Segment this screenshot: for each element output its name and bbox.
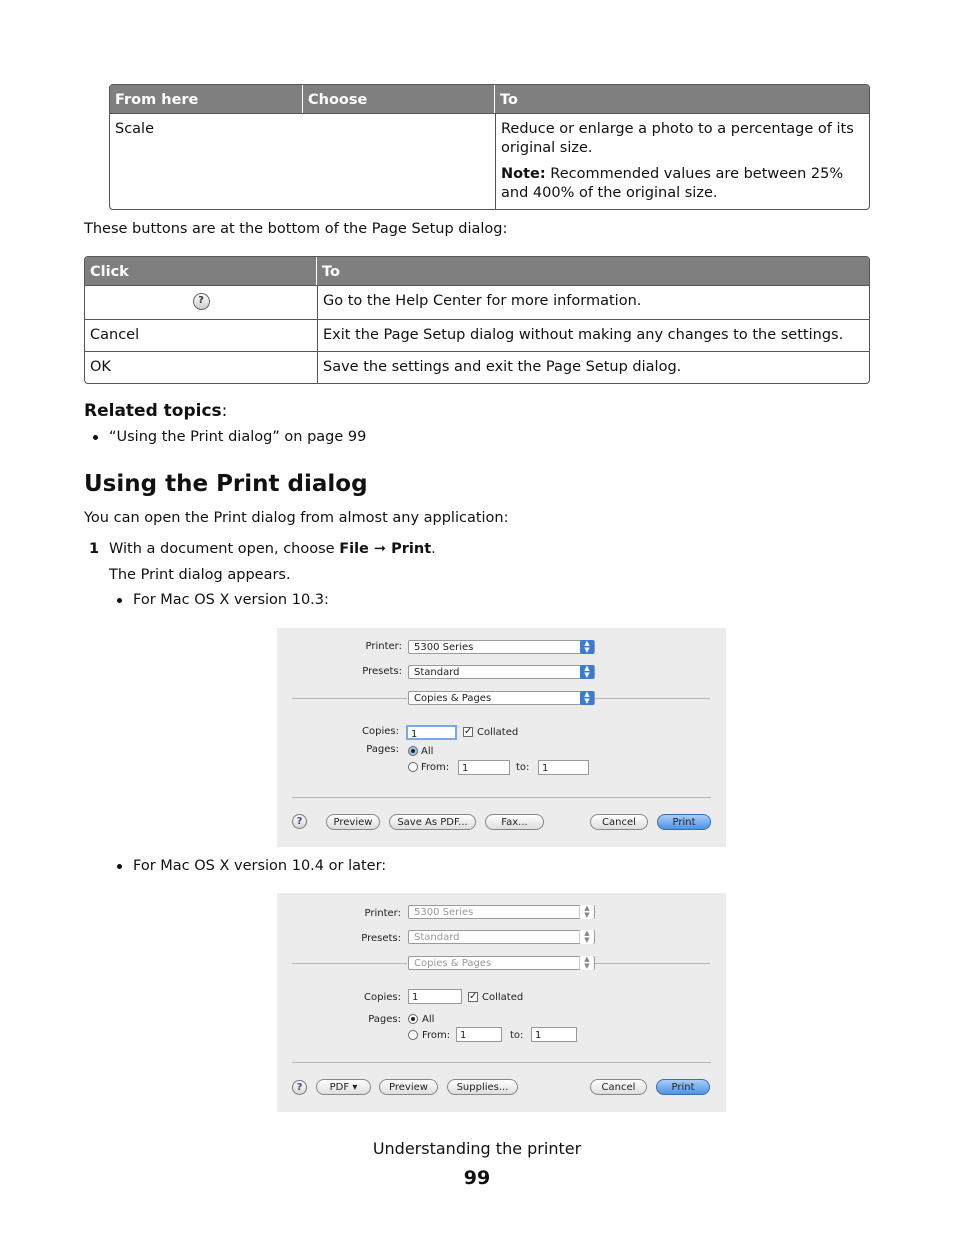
bullet-icon	[117, 864, 122, 869]
pages-all-label: All	[421, 746, 434, 757]
scale-table	[109, 84, 870, 210]
save-as-pdf-button[interactable]: Save As PDF...	[389, 814, 476, 830]
printer-value: 5300 Series	[414, 907, 474, 918]
presets-select[interactable]	[408, 665, 595, 679]
print-button[interactable]: Print	[657, 814, 711, 830]
pane-select[interactable]	[408, 691, 595, 705]
chevron-updown-icon: ▲ ▼	[579, 905, 594, 919]
presets-label: Presets:	[362, 666, 402, 677]
step-arrow: ➞	[368, 541, 392, 557]
bullet-mac-10-4: For Mac OS X version 10.4 or later:	[133, 858, 387, 874]
help-icon[interactable]: ?	[292, 814, 307, 829]
collated-checkbox[interactable]: ✓	[464, 726, 473, 737]
printer-select[interactable]	[408, 905, 595, 919]
cancel-button[interactable]: Cancel	[590, 814, 648, 830]
presets-label: Presets:	[361, 933, 401, 944]
divider	[595, 698, 710, 699]
ok-label: OK	[85, 351, 317, 383]
pages-all-label: All	[422, 1014, 435, 1025]
step-text	[109, 541, 436, 557]
collated-checkbox[interactable]: ✓	[469, 991, 478, 1002]
related-topics-title: Related topics	[84, 401, 222, 421]
header-to: To	[495, 85, 869, 113]
step-file: File	[339, 541, 369, 557]
header-to: To	[317, 257, 869, 285]
note-label: Note:	[501, 166, 546, 182]
step-number: 1	[89, 541, 100, 557]
help-description: Go to the Help Center for more information.	[317, 285, 869, 319]
to-input[interactable]: 1	[531, 1027, 577, 1042]
presets-value: Standard	[414, 932, 460, 943]
copies-input[interactable]: 1	[406, 725, 457, 740]
cell-scale-description	[495, 113, 869, 209]
printer-label: Printer:	[365, 641, 402, 652]
ok-description: Save the settings and exit the Page Setup dialog.	[317, 351, 869, 383]
scale-description: Reduce or enlarge a photo to a percentage of its original size.	[501, 121, 854, 156]
cancel-description: Exit the Page Setup dialog without making any changes to the settings.	[317, 319, 869, 351]
related-topics-heading	[84, 401, 227, 421]
divider	[292, 963, 407, 964]
preview-button[interactable]: Preview	[326, 814, 380, 830]
cell-scale	[110, 113, 495, 209]
header-from-here: From here	[110, 85, 303, 113]
pages-from-label: From:	[422, 1030, 451, 1041]
chevron-updown-icon: ▲ ▼	[579, 930, 594, 944]
step-print: Print	[391, 541, 432, 557]
help-icon[interactable]: ?	[292, 1080, 307, 1095]
pages-from-radio[interactable]	[408, 762, 418, 772]
presets-select[interactable]	[408, 930, 595, 944]
footer-chapter: Understanding the printer	[372, 1139, 582, 1158]
chevron-updown-icon: ▲ ▼	[580, 640, 594, 654]
printer-label: Printer:	[364, 908, 401, 919]
bullet-mac-10-3: For Mac OS X version 10.3:	[133, 592, 329, 608]
pages-label: Pages:	[366, 744, 399, 755]
divider	[595, 963, 710, 964]
divider	[292, 797, 711, 798]
bullet-icon	[93, 435, 98, 440]
note-text: Recommended values are between 25% and 400% of the original size.	[501, 166, 844, 201]
to-input[interactable]: 1	[538, 760, 589, 775]
header-click: Click	[85, 257, 317, 285]
print-dialog-10-4	[277, 893, 726, 1112]
dialog-appears: The Print dialog appears.	[109, 567, 291, 583]
print-button[interactable]: Print	[656, 1079, 710, 1095]
page-number: 99	[463, 1167, 491, 1189]
help-icon: ?	[193, 293, 210, 310]
fax-button[interactable]: Fax...	[485, 814, 544, 830]
step-pre: With a document open, choose	[109, 541, 340, 557]
scale-label: Scale	[115, 121, 155, 137]
pane-value: Copies & Pages	[414, 693, 492, 704]
header-choose: Choose	[303, 85, 495, 113]
cancel-button[interactable]: Cancel	[590, 1079, 647, 1095]
pages-all-radio[interactable]	[408, 746, 418, 756]
pane-select[interactable]	[408, 956, 595, 970]
from-input[interactable]: 1	[456, 1027, 502, 1042]
print-dialog-10-3	[277, 628, 726, 847]
copies-label: Copies:	[364, 992, 401, 1003]
from-input[interactable]: 1	[458, 760, 510, 775]
pages-label: Pages:	[368, 1014, 401, 1025]
section-title: Using the Print dialog	[84, 471, 368, 497]
cell-help-button	[85, 285, 317, 319]
buttons-table	[84, 256, 870, 384]
related-link[interactable]: “Using the Print dialog” on page 99	[109, 429, 367, 445]
supplies-button[interactable]: Supplies...	[447, 1079, 518, 1095]
preview-button[interactable]: Preview	[379, 1079, 438, 1095]
pages-to-label: to:	[510, 1030, 524, 1041]
printer-select[interactable]	[408, 640, 595, 654]
step-end: .	[431, 541, 436, 557]
pages-to-label: to:	[516, 762, 530, 773]
divider	[292, 698, 407, 699]
pages-from-radio[interactable]	[408, 1030, 418, 1040]
related-topics-colon: :	[221, 401, 228, 421]
scale-note	[501, 165, 864, 203]
copies-label: Copies:	[362, 726, 399, 737]
chevron-updown-icon: ▲ ▼	[579, 956, 594, 970]
cancel-label: Cancel	[85, 319, 317, 351]
buttons-intro: These buttons are at the bottom of the Page Setup dialog:	[84, 221, 508, 237]
divider	[292, 1062, 711, 1063]
collated-label: Collated	[477, 727, 519, 738]
bullet-icon	[117, 598, 122, 603]
pages-from-label: From:	[421, 762, 450, 773]
section-intro: You can open the Print dialog from almost any application:	[84, 510, 509, 526]
presets-value: Standard	[414, 667, 460, 678]
pdf-menu-button[interactable]: PDF ▾	[316, 1079, 371, 1095]
chevron-updown-icon: ▲ ▼	[580, 691, 594, 705]
copies-input[interactable]: 1	[408, 989, 462, 1004]
chevron-updown-icon: ▲ ▼	[580, 665, 594, 679]
pages-all-radio[interactable]	[408, 1014, 418, 1024]
pane-value: Copies & Pages	[414, 958, 492, 969]
collated-label: Collated	[482, 992, 524, 1003]
printer-value: 5300 Series	[414, 642, 474, 653]
